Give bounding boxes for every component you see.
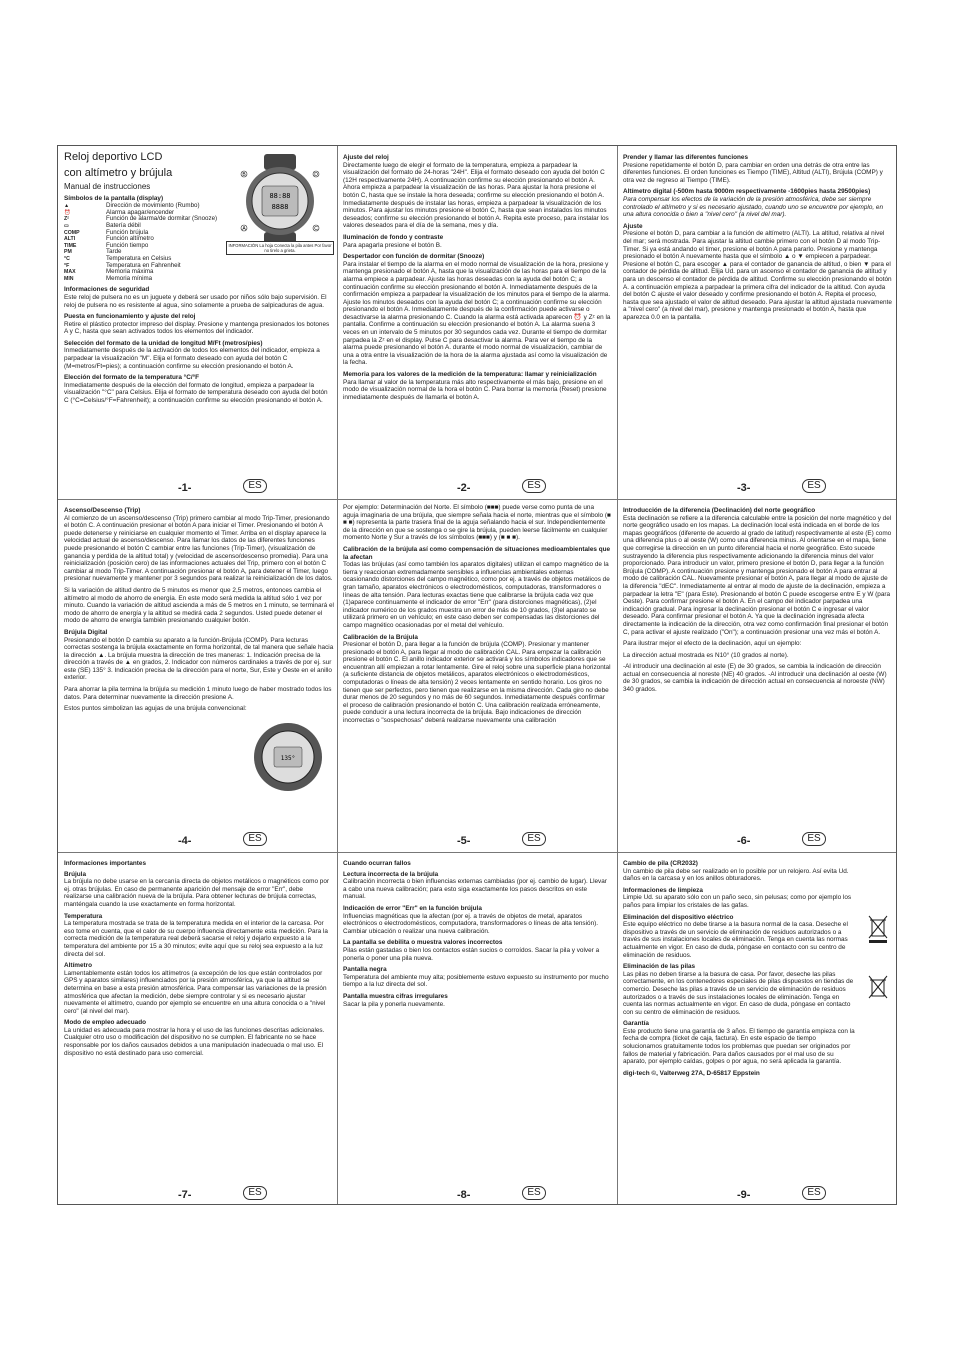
section-heading: Indicación de error "Err" en la función brújula	[343, 904, 482, 912]
section-text: Inmediatamente después de la activación de todos los elementos del indicador, empieza a parpadear la visualización "M". Elija el formato deseado con ayuda del botón C (M=metros/Ft=pies); a continuación confirme su elección presionando el botón A.	[64, 347, 320, 370]
section-text: Influencias magnéticas que la afectan (por ej. a través de objetos de metal, aparatos electrónicos o electrodomésticos, computadora, transformadores o líneas de alta tensión). Cambiar ubicación o realizar una nueva calibración.	[343, 912, 599, 935]
section-heading: Cambio de pila (CR2032)	[623, 860, 698, 867]
section-text: Para ahorrar la pila termina la brújula su medición 1 minuto luego de haber mostrado todos los datos. Para determinar nuevamente la dirección presione A.	[64, 686, 332, 701]
page-number: -9-	[737, 1189, 751, 1202]
section-heading: Altímetro digital (-500m hasta 9000m respectivamente -1600pies hasta 29500pies)	[623, 188, 871, 196]
symbol-label: Memoria mínima	[106, 274, 153, 282]
section-text: Sacar la pila y ponerla nuevamente.	[343, 1000, 445, 1008]
section-heading: Informaciones de limpieza	[623, 886, 703, 894]
section-heading: Calibración de la brújula así como compensación de situaciones medioambientales que la afectan	[343, 545, 611, 561]
section-heading: Eliminación del dispositivo eléctrico	[623, 913, 734, 921]
section-heading: Modo de empleo adecuado	[64, 1019, 147, 1027]
weee-bin-icon	[867, 914, 889, 944]
symbol-glyph-icon: °C	[64, 255, 70, 262]
page-2	[337, 146, 617, 499]
language-badge: ES	[243, 1186, 267, 1200]
page-6	[617, 499, 898, 852]
section-text: Presionar el botón D, para llegar a la función de brújula (COMP). Presionar y mantener presionado el botón A, para llegar al modo de calibración CAL. Para empezar la calibración presione el botón C. El anillo indicador exterior se activará y los símbolos indicadores que se encuentran allí empiezan a rotar lentamente. Gire el reloj sobre una superficie plana horizontal (a suficiente distancia de objetos metálicos, aparatos electrónicos o electrodomésticos, computadoras o líneas de alta tensión) 2 veces lentamente en sentido horario. Los giros no tienen que ser perfectos, pero tienen que realizarse en la misma dirección. Cada giro no debe durar menos de 20 segundos y no más de 60 segundos. Inmediatamente después confirmar el proceso de calibración presionando el botón C. Una calibración realizada erróneamente, puede conducir a una lectura incorrecta de la brújula. Bajo indicaciones de dirección incorrectas o "sospechosas" deberá realizarse nuevamente una calibración	[343, 641, 611, 725]
page-body	[64, 507, 334, 713]
manual-subtitle: Manual de instrucciones	[64, 182, 151, 191]
page-4	[58, 499, 337, 852]
symbol-glyph-icon: PM	[64, 249, 72, 256]
page-number: -7-	[178, 1189, 192, 1202]
language-badge: ES	[802, 832, 826, 846]
symbol-glyph-icon: ⏰	[64, 209, 71, 216]
symbol-row	[64, 276, 331, 283]
symbol-row	[64, 263, 331, 270]
manual-sheet	[57, 145, 897, 1205]
section-heading: Cuando ocurran fallos	[343, 860, 411, 867]
section-text: Para instalar el tiempo de la alarma en el modo normal de visualización de la hora, presione y mantenga presionado el botón A, hasta que la visualización de las horas para el tiempo de la alarma empiece a parpadear. Ajuste las horas deseadas con la ayuda del botón C; a continuación confirme su elección presionando el botón A. Inmediatamente después de la confirmación empieza a parpadear la visualización de los minutos para el tiempo de la alarma. Ajuste los minutos deseados con la ayuda del botón C; a continuación confirme su elección presionando el botón A. Inmediatamente después de la confirmación puede activarse o desactivarse la alarma presionando C. Cuando la alarma está activada aparecen ⏰ y Zᶻ en la pantalla. Confirme a continuación su elección presionando el botón A. La alarma suena 3 veces en un intervalo de 5 minutos por 30 segundos cada vez. Durante el tiempo de dormitar parpadea la Zᶻ en el display. Pulse C para desactivar la alarma. Para ver el tiempo de la alarma puede presionando el botón A. durante el modo normal de visualización, cambiar de una a otra entre la visualización de la hora de la alarma ajustada así como la visualización de la fecha.	[343, 260, 611, 367]
symbol-label: Función brújula	[106, 228, 149, 236]
symbol-label: Temperatura en Celsius	[106, 254, 172, 262]
section-text: La dirección actual mostrada es N10° (10 grados al norte).	[623, 651, 789, 659]
section-heading: Prender y llamar las diferentes funciones	[623, 154, 749, 161]
section-text: Para llamar al valor de la temperatura más alto respectivamente el más bajo, presione en el modo de visualización normal de la hora el botón C. Para borrar la memoria (Reset) presione inmediatamente después de llamarla el botón A.	[343, 378, 607, 401]
svg-text:88:88: 88:88	[269, 192, 291, 200]
section-heading: Elección del formato de la temperatura °C/°F	[64, 374, 200, 382]
page-body	[343, 504, 611, 725]
symbol-row	[64, 269, 331, 276]
section-heading: Memoria para los valores de la medición de la temperatura: llamar y reinicialización	[343, 371, 597, 379]
svg-text:135°: 135°	[280, 755, 296, 762]
battery-bin-icon	[867, 974, 889, 1002]
section-heading: Introducción de la diferencia (Declinación) del norte geográfico	[623, 507, 816, 514]
button-a-label: A	[242, 226, 246, 232]
section-text: Directamente luego de elegir el formato de la temperatura, empieza a parpadear la visualización del formato de 24-horas "24H". Elija el formato deseado con ayuda del botón C (12H respectivamente 24H). A continuación confirme su elección presionando el botón A. Ahora empieza a parpadear la visualización de las horas. Para ajustar la hora presione el botón C, hasta que se instale la hora deseada; confirme su elección presionando el botón A. Inmediatamente después de instalar las horas, empieza a parpadear la visualización de los minutos. Para ajustar los minutos presione el botón C, hasta que sean instalados los minutos deseados; confirme su elección presionando el botón A. Repita este proceso, para instalar los valores deseados para el día de la semana, mes y día.	[343, 161, 609, 230]
section-heading: Ajuste	[623, 222, 643, 230]
section-text: Retire el plástico protector impreso del display. Presione y mantenga presionados los botones A y C, hasta que sean activados todos los elementos del indicador.	[64, 320, 330, 336]
symbol-label: Función altímetro	[106, 235, 154, 243]
section-text: Pilas están gastadas o bien los contactos están sucios o corroídos. Sacar la pila y volver a ponerla o poner una pila nueva.	[343, 946, 600, 962]
section-heading: Iluminación de fondo y contraste	[343, 233, 444, 241]
section-text: Este reloj de pulsera no es un juguete y deberá ser usado por niños sólo bajo supervisión. El reloj de pulsera no es resistente al agua, sino solamente a prueba de salpicaduras de agua.	[64, 293, 327, 309]
page-number: -8-	[457, 1189, 471, 1202]
section-text: La temperatura mostrada se trata de la temperatura medida en el interior de la carcasa. Por eso tome en cuenta, que el calor de su cuerpo influencia directamente esta medición. Para la correcta medición de la temperatura real deberá sacarse el reloj y dejarlo expuesto a la temperatura del ambiente por 15 a 30 minutos; evite aquí que su reloj sea expuesto a la luz directa del sol.	[64, 920, 328, 958]
page-7	[58, 852, 337, 1206]
symbol-glyph-icon: TIME	[64, 242, 77, 249]
page-5	[337, 499, 617, 852]
symbol-glyph-icon: ▭	[64, 222, 69, 229]
button-b-label: B	[242, 172, 246, 178]
section-text: Las pilas no deben tirarse a la basura de casa. Por favor, deseche las pilas correctamente, en los contenedores especiales de pilas dispuestos en tiendas de comercio. Deseche las pilas a través de un servicio de eliminación de residuos autorizados o a través de sus instalaciones locales de eliminación. Tenga en cuenta las normas actualmente en vigor. En caso de duda, póngase en contacto con su centro de eliminación de residuos.	[623, 970, 854, 1016]
symbol-glyph-icon: ALTI	[64, 236, 76, 243]
section-text: Presionando el botón D cambia su aparato a la función-Brújula (COMP). Para lecturas correctas sostenga la brújula exactamente en forma horizontal, de tal manera que señale hacia la dirección ▲. La brújula muestra la dirección de tres maneras: 1. Indicación precisa de la dirección a través de ▲ en grados, 2. Indicador con números cardinales a través de por ej. sur este (SE) 135° 3. Indicación precisa de la dirección para el norte, Sur, Este y Oeste en el anillo exterior.	[64, 636, 334, 682]
section-heading: Lectura incorrecta de la brújula	[343, 870, 439, 878]
section-text: Calibración incorrecta o bien influencias externas cambiadas (por ej. cambio de lugar). Llevar a cabo una nueva calibración; para esto siga exactamente los pasos descritos en este manual.	[343, 878, 607, 901]
language-badge: ES	[243, 479, 267, 493]
language-badge: ES	[522, 1186, 546, 1200]
page-body	[343, 154, 611, 401]
section-heading: Temperatura	[64, 912, 103, 920]
section-text: Estos puntos simbolizan las agujas de una brújula convencional:	[64, 705, 247, 713]
section-heading: Informaciones de seguridad	[64, 286, 150, 294]
language-badge: ES	[522, 832, 546, 846]
section-text: -Al introducir una declinación al este (E) de 30 grados, se cambia la indicación de dirección actual en consecuencia al noreste (NE) 40 grados. -Al introducir una declinación al oeste (W) de 30 grados, se cambia la indicación de dirección actual en consecuencia al noroeste (NW) 340 grados.	[623, 663, 887, 694]
section-text: Por ejemplo: Determinación del Norte. El símbolo (■■■) puede verse como punta de una aguja imaginaria de una brújula, que siempre señala hacia el norte, mientras que el símbolo (■ ■ ■) representa la parte trasera final de la aguja señalando hacia el sur. Independientemente de la dirección en que se sostenga o se gire la brújula, pueden leerse fácilmente en cualquier momento Norte y Sur a través de los símbolos (■■■) y (■ ■ ■).	[343, 504, 611, 542]
section-heading: Despertador con función de dormitar (Snooze)	[343, 253, 485, 261]
watch-note: INFORMACIÓN La hoja Conecta la pila antes Por favor no tirelo a grieta.	[226, 241, 334, 255]
symbol-label: Alarma apagar/encender	[106, 208, 175, 216]
section-heading: Informaciones importantes	[64, 860, 147, 867]
section-text: Para ilustrar mejor el efecto de la declinación, aquí un ejemplo:	[623, 640, 802, 648]
symbol-label: Tarde	[106, 248, 122, 256]
page-8	[337, 852, 617, 1206]
page-number: -6-	[737, 835, 751, 848]
page-body	[623, 154, 892, 321]
section-heading: Eliminación de las pilas	[623, 963, 696, 971]
section-heading: Calibración de la Brújula	[343, 633, 418, 641]
section-text: Presione el botón D, para cambiar a la función de altímetro (ALTI). La altitud, relativa al nivel del mar; será mostrada. Para ajustar la altitud cambie primero con el botón D al modo Trip-Timer. Si ya está andando el timer, presione el botón A para pararlo. Presione y mantenga presionado el botón A nuevamente hasta que el símbolo ▲ o ▼ empiecen a parpadear. Presione el botón C, para escoger ▲ para el contador de ganancia de altitud, o bien ▼ para el contador de pérdida de altitud. Elija Ud. para un ascenso el contador de ganancia de altitud y para un descenso el contador de pérdida de altitud. Confirme su elección presionando el botón A. a continuación empieza a parpadear la primera cifra del indicador de la altitud. Con ayuda del botón C ajuste el valor deseado y confirme presionando el botón A. Repita el proceso, hasta que sea ajustado el valor de altitud deseado. Para ajustar la altitud ajustada nuevamente a "nivel cero" (a nivel del mar), presione y mantenga presionado el botón A, hasta que aparezca 0.0 en la pantalla.	[623, 230, 892, 321]
compass-watch-illustration	[248, 717, 328, 797]
section-text: Limpie Ud. su aparato sólo con un paño seco, sin pelusas; como por ejemplo los paños para limpiar los cristales de las gafas.	[623, 894, 852, 909]
section-text: digi-tech ©, Valterweg 27A, D-65817 Eppstein	[623, 1069, 760, 1077]
section-heading: Puesta en funcionamiento y ajuste del reloj	[64, 313, 196, 321]
page-number: -5-	[457, 835, 471, 848]
button-c-label: C	[314, 226, 318, 232]
section-text: Para apagarla presione el botón B.	[343, 241, 442, 249]
symbol-label: Función de alarma/de dormitar (Snooze)	[106, 215, 218, 223]
section-heading: Brújula Digital	[64, 628, 108, 636]
svg-text:8888: 8888	[271, 203, 289, 211]
section-text: Temperatura del ambiente muy alta; posiblemente estuvo expuesto su instrumento por mucho tiempo a la luz directa del sol.	[343, 973, 609, 989]
page-1	[58, 146, 337, 499]
section-text: Al comienzo de un ascenso/descenso (Trip) primero cambiar al modo Trip-Timer, presionando el botón C. A continuación presionar el botón A para iniciar el Timer. Presionando el botón A puede detenerse y reiniciarse en cualquier momento el Timer. Arriba en el display aparece la velocidad actual de ascenso/descenso. Para llamar los datos de las diferentes funciones puede presionando el botón C cambiar entre las funciones (Trip-Timer), (visualización de ganancia y perdida de la altitud total) y (velocidad de ascenso/descenso promedia). Para una reinicialización (posición cero) de las informaciones actuales del Trip, primero con el botón C cambiar al modo Trip-Timer. A continuación presionar el botón A, para detener el Timer, luego presionar nuevamente y mantener por 3 segundos para realizar la reinicialización de los datos.	[64, 514, 333, 583]
page-number: -2-	[457, 482, 471, 495]
button-d-label: D	[314, 172, 318, 178]
symbol-label: Temperatura en Fahrenheit	[106, 261, 181, 269]
section-text: Lamentablemente están todos los altímetros (a excepción de los que están controlados por GPS y aparatos similares) influenciados por la presión atmosférica, ya que la altitud se determina en base a esta presión atmosférica. Para compensar las variaciones de la presión atmosférica que afectan la medición, debe siempre controlar y si es necesario ajustar nuevamente el altímetro, cuando por ejemplo se encuentre en una altura conocida o a "nivel cero" (al nivel del mar).	[64, 969, 327, 1015]
manual-title-line2: con altímetro y brújula	[64, 167, 173, 179]
symbol-glyph-icon: °F	[64, 262, 70, 269]
language-badge: ES	[243, 832, 267, 846]
symbol-glyph-icon: Zᶻ	[64, 216, 70, 223]
section-text: Todas las brújulas (así como también los aparatos digitales) utilizan el campo magnético de la tierra y reaccionan extremadamente sensibles a influencias ambientales externas ocasionando distorciones del campo magnético, como por ej. a través de objetos metálicos de gran tamaño, aparatos electrónicos o electrodomésticos, computadoras, transformadores o líneas de alta tensión. Para lecturas exactas tiene que calibrarse la brújula cada vez que (1)aparece continuamente el indicador de error "Err" (para distorciones magnéticas), (2)el indicador numérico de los grados muestra un error de más de 10 grados, (3)el aparato se utilizará primero en un vehículo; en este caso deben ser compensadas las distorciones del campo magnético ocasionadas por el metal del vehículo.	[343, 561, 610, 629]
section-text: Si la variación de altitud dentro de 5 minutos es menor que 2,5 metros, entonces cambia el altímetro al modo de ahorro de energía. En este modo será medida la altitud sólo 1 vez por minuto. Cuando la variación de altitud ascienda a más de 5 metros en 1 minuto, se terminará el modo de ahorro de energía y la altitud se medirá cada 2 segundos. Usted puede detener el modo de ahorro de energía también presionando cualquier botón.	[64, 586, 334, 625]
symbol-label: Dirección de movimiento (Rumbo)	[106, 202, 200, 210]
manual-title-line1: Reloj deportivo LCD	[64, 151, 163, 163]
section-heading: Pantalla muestra cifras irregulares	[343, 992, 448, 1000]
section-heading: Ascenso/Descenso (Trip)	[64, 507, 141, 514]
page-body	[623, 507, 892, 694]
page-body	[343, 860, 611, 1008]
symbol-glyph-icon: ▲	[64, 203, 70, 210]
section-heading: Selección del formato de la unidad de longitud M/Ft (metros/pies)	[64, 339, 263, 347]
page-number: -3-	[737, 482, 751, 495]
symbol-row	[64, 256, 331, 263]
section-text: La unidad es adecuada para mostrar la hora y el uso de las funciones descritas adicionales. Cualquier otro uso o modificación del dispositivo no se cumplen. El fabricante no se hace responsable por los daños causados debidos a una manipulación inadecuada o mal uso. El dispositivo no está destinado para uso comercial.	[64, 1026, 325, 1057]
language-badge: ES	[522, 479, 546, 493]
page-body	[623, 860, 855, 1077]
section-text: Esta declinación se refiere a la diferencia calculable entre la posición del norte magnético y del norte geográfico usado en los mapas. La declinación local está indicada en el borde de los mapas geográficos (diferente de acuerdo al grado de latitud) respectivamente al este (E) como una diferencia plus o al oeste (W) como una diferencia minus. Al orientarse en el mapa, tiene que corregirse la dirección en un punto diferencial hacia el norte geográfico. Esto sucede sustrayendo la diferencia plus respectivamente adicionando la diferencia minus del valor proporcionado. Para introducir un valor, primero presione el botón D, para llegar a la función Brújula (COMP). A continuación presione y mantenga presionado el botón A para entrar al modo de calibración CAL. Nuevamente presionar el botón A, para llegar al modo de ajuste de la diferencia "dEC". Inmediatamente al entrar al modo de ajuste de la declinación, empieza a parpadear la letra "E" (para Este). Presionando el botón C puede escogerse entre E y W (para Oeste). Para confirmar presione el botón A. En el campo del indicador parpadea una indicación gradual. Para ingresar la declinación presionar el botón C e ingresar el valor deseado. Para confirmar presionar el botón A. Ya que la declinación ingresada afecta directamente la indicación de la dirección, otra vez como confirmación final presionar el botón C, para activar el ajuste realizado ("On"); a continuación presionar una vez más el botón A.	[623, 514, 892, 636]
symbol-glyph-icon: MAX	[64, 269, 76, 276]
section-heading: Altímetro	[64, 962, 93, 970]
section-text: Para compensar los efectos de la variación de la presión atmosférica, debe ser siempre controlado el altímetro y si es necesario ajustado, cuando uno se encuentre por ejemplo, en una altura conocida o bien a "nivel cero" (a nivel del mar).	[623, 195, 884, 219]
page-body	[64, 860, 331, 1057]
page-body	[64, 286, 331, 404]
page-number: -1-	[178, 482, 192, 495]
section-heading: Garantía	[623, 1020, 649, 1028]
section-heading: Brújula	[64, 870, 87, 878]
section-heading: Ajuste del reloj	[343, 154, 389, 161]
section-text: Inmediatamente después de la elección del formato de longitud, empieza a parpadear la visualización "°C" para Celsius. Elija el formato de temperatura deseado con ayuda del botón C (°C=Celsius/°F=Fahrenheit); a continuación confirme su elección presionando el botón A.	[64, 381, 328, 405]
watch-illustration	[234, 154, 326, 248]
page-3	[617, 146, 898, 499]
language-badge: ES	[802, 479, 826, 493]
page-number: -4-	[178, 835, 192, 848]
section-text: Este equipo eléctrico no debe tirarse a la basura normal de la casa. Deseche el dispositivo a través de un servicio de eliminación de residuos autorizados o a través de sus instalaciones locales de eliminación. Tenga en cuenta las normas actualmente en vigor. En caso de duda, póngase en contacto con su centro de eliminación de residuos.	[623, 921, 848, 959]
symbols-heading: Símbolos de la pantalla (display)	[64, 194, 164, 202]
section-heading: Pantalla negra	[343, 966, 387, 974]
section-text: Este producto tiene una garantía de 3 años. El tiempo de garantía empieza con la fecha de compra (ticket de caja, factura). En este espacio de tiempo solucionamos gratuitamente todos los problemas que puedan ser originados por fallos de material y fabricación. Para daños causados por el mal uso de su aparato, por ejemplo caídas, golpes o por agua, no será aplicada la garantía.	[623, 1027, 855, 1066]
section-text: Presione repetidamente el botón D, para cambiar en orden una detrás de otra entre las diferentes funciones. El orden funciones es Tiempo (TIME), Altitud (ALTI), Brújula (COMP) y otra vez de regreso al Tiempo (TIME).	[623, 161, 883, 184]
section-text: La brújula no debe usarse en la cercanía directa de objetos metálicos o magnéticos como por ej. otras brújulas. En caso de permanente aparición del mensaje de error "Err", debe realizarse una calibración nueva de la brújula. Para obtener lecturas de brújula correctas, manténgala cuando la use exactamente en forma horizontal.	[64, 878, 330, 908]
page-9	[617, 852, 898, 1206]
symbol-label: Memoria máxima	[106, 268, 154, 276]
symbol-label: Función tiempo	[106, 241, 149, 249]
symbol-glyph-icon: MIN	[64, 275, 74, 282]
language-badge: ES	[802, 1186, 826, 1200]
symbol-label: Batería débil	[106, 221, 141, 229]
section-heading: La pantalla se debilita o muestra valores incorrectos	[343, 939, 503, 947]
section-text: Un cambio de pila debe ser realizado en lo posible por un relojero. Así evita Ud. daños en la carcasa y en los anillos obturadores.	[623, 867, 849, 883]
symbol-glyph-icon: COMP	[64, 229, 80, 236]
